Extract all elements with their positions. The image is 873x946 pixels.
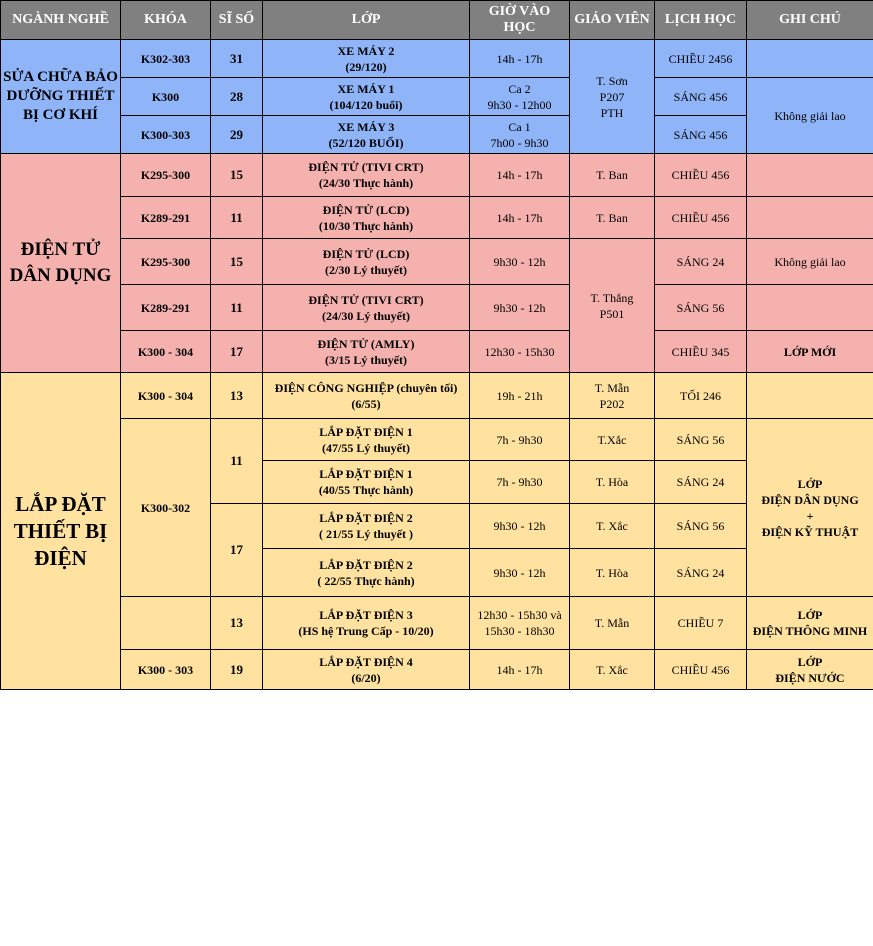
cell-siso: 17 — [211, 504, 263, 597]
cell-lich: SÁNG 56 — [655, 419, 747, 461]
table-row — [1, 197, 873, 239]
cell-khoa: K300-302 — [121, 419, 211, 597]
cell-khoa: K300 - 303 — [121, 650, 211, 690]
cell-gio: 14h - 17h — [470, 650, 570, 690]
group-co-khi: SỬA CHỮA BẢO DƯỠNG THIẾT BỊ CƠ KHÍ — [1, 40, 121, 154]
cell-siso: 13 — [211, 597, 263, 650]
table-row — [1, 419, 873, 461]
table-row — [1, 78, 873, 116]
cell-lop: ĐIỆN TỬ (TIVI CRT) (24/30 Lý thuyết) — [263, 285, 470, 331]
cell-lich: SÁNG 24 — [655, 239, 747, 285]
header-siso: SĨ SỐ — [211, 1, 263, 40]
cell-ghichu: Không giải lao — [747, 78, 873, 154]
table-row — [1, 331, 873, 373]
cell-khoa: K300 - 304 — [121, 373, 211, 419]
cell-ghichu — [747, 40, 873, 78]
cell-lop: ĐIỆN TỬ (AMLY) (3/15 Lý thuyết) — [263, 331, 470, 373]
cell-ghichu: LỚP MỚI — [747, 331, 873, 373]
cell-lich: CHIỀU 2456 — [655, 40, 747, 78]
cell-lich: SÁNG 24 — [655, 461, 747, 504]
cell-lop: ĐIỆN CÔNG NGHIỆP (chuyên tối) (6/55) — [263, 373, 470, 419]
cell-gio: 9h30 - 12h — [470, 549, 570, 597]
cell-lich: CHIỀU 7 — [655, 597, 747, 650]
cell-gio: 14h - 17h — [470, 197, 570, 239]
header-nganh: NGÀNH NGHỀ — [1, 1, 121, 40]
cell-lop: LẮP ĐẶT ĐIỆN 4 (6/20) — [263, 650, 470, 690]
cell-siso: 29 — [211, 116, 263, 154]
cell-lich: SÁNG 56 — [655, 285, 747, 331]
cell-gio: Ca 2 9h30 - 12h00 — [470, 78, 570, 116]
cell-khoa: K295-300 — [121, 239, 211, 285]
cell-lop: XE MÁY 1 (104/120 buổi) — [263, 78, 470, 116]
cell-siso: 11 — [211, 197, 263, 239]
header-gio: GIỜ VÀO HỌC — [470, 1, 570, 40]
table-row — [1, 239, 873, 285]
cell-gio: 9h30 - 12h — [470, 285, 570, 331]
cell-lich: TỐI 246 — [655, 373, 747, 419]
cell-lich: SÁNG 56 — [655, 504, 747, 549]
cell-siso: 31 — [211, 40, 263, 78]
cell-giaovien: T. Thắng P501 — [570, 239, 655, 373]
cell-gio: 12h30 - 15h30 và 15h30 - 18h30 — [470, 597, 570, 650]
table-row — [1, 40, 873, 78]
cell-giaovien: T. Sơn P207 PTH — [570, 40, 655, 154]
cell-gio: Ca 1 7h00 - 9h30 — [470, 116, 570, 154]
cell-ghichu: LỚP ĐIỆN THÔNG MINH — [747, 597, 873, 650]
cell-lop: XE MÁY 2 (29/120) — [263, 40, 470, 78]
cell-siso: 28 — [211, 78, 263, 116]
cell-ghichu — [747, 285, 873, 331]
cell-khoa: K300 - 304 — [121, 331, 211, 373]
cell-giaovien: T. Hòa — [570, 461, 655, 504]
cell-gio: 7h - 9h30 — [470, 419, 570, 461]
header-lich: LỊCH HỌC — [655, 1, 747, 40]
cell-ghichu — [747, 197, 873, 239]
cell-siso: 17 — [211, 331, 263, 373]
cell-khoa: K302-303 — [121, 40, 211, 78]
cell-giaovien: T. Mẫn P202 — [570, 373, 655, 419]
cell-ghichu — [747, 373, 873, 419]
cell-giaovien: T. Hòa — [570, 549, 655, 597]
cell-ghichu: LỚP ĐIỆN NƯỚC — [747, 650, 873, 690]
cell-lop: LẮP ĐẶT ĐIỆN 1 (47/55 Lý thuyết) — [263, 419, 470, 461]
cell-khoa: K300-303 — [121, 116, 211, 154]
cell-giaovien: T.Xắc — [570, 419, 655, 461]
cell-ghichu: Không giải lao — [747, 239, 873, 285]
cell-ghichu: LỚP ĐIỆN DÂN DỤNG + ĐIỆN KỸ THUẬT — [747, 419, 873, 597]
cell-siso: 15 — [211, 239, 263, 285]
header-giaovien: GIÁO VIÊN — [570, 1, 655, 40]
cell-lop: ĐIỆN TỬ (LCD) (10/30 Thực hành) — [263, 197, 470, 239]
cell-giaovien: T. Xắc — [570, 650, 655, 690]
cell-lop: LẮP ĐẶT ĐIỆN 3 (HS hệ Trung Cấp - 10/20) — [263, 597, 470, 650]
cell-lop: ĐIỆN TỬ (TIVI CRT) (24/30 Thực hành) — [263, 154, 470, 197]
table-row — [1, 285, 873, 331]
cell-gio: 14h - 17h — [470, 154, 570, 197]
cell-siso: 13 — [211, 373, 263, 419]
table-row — [1, 597, 873, 650]
cell-gio: 12h30 - 15h30 — [470, 331, 570, 373]
cell-khoa: K289-291 — [121, 197, 211, 239]
cell-giaovien: T. Ban — [570, 197, 655, 239]
header-ghichu: GHI CHÚ — [747, 1, 873, 40]
cell-khoa: K295-300 — [121, 154, 211, 197]
cell-giaovien: T. Mẫn — [570, 597, 655, 650]
cell-lop: ĐIỆN TỬ (LCD) (2/30 Lý thuyết) — [263, 239, 470, 285]
header-khoa: KHÓA — [121, 1, 211, 40]
table-row — [1, 373, 873, 419]
cell-lich: CHIỀU 456 — [655, 650, 747, 690]
cell-ghichu — [747, 154, 873, 197]
table-row — [1, 650, 873, 690]
cell-siso: 11 — [211, 419, 263, 504]
table-row — [1, 154, 873, 197]
cell-lop: LẮP ĐẶT ĐIỆN 2 ( 21/55 Lý thuyết ) — [263, 504, 470, 549]
cell-siso: 15 — [211, 154, 263, 197]
group-lap-dat: LẮP ĐẶT THIẾT BỊ ĐIỆN — [1, 373, 121, 690]
table-row — [1, 116, 873, 154]
cell-lich: SÁNG 456 — [655, 116, 747, 154]
cell-gio: 19h - 21h — [470, 373, 570, 419]
cell-khoa: K300 — [121, 78, 211, 116]
cell-giaovien: T. Xắc — [570, 504, 655, 549]
cell-lich: SÁNG 24 — [655, 549, 747, 597]
group-dien-tu: ĐIỆN TỬ DÂN DỤNG — [1, 154, 121, 373]
header-lop: LỚP — [263, 1, 470, 40]
cell-gio: 9h30 - 12h — [470, 239, 570, 285]
cell-siso: 19 — [211, 650, 263, 690]
cell-siso: 11 — [211, 285, 263, 331]
header-row — [1, 1, 873, 40]
cell-lop: LẮP ĐẶT ĐIỆN 2 ( 22/55 Thực hành) — [263, 549, 470, 597]
cell-lich: CHIỀU 456 — [655, 154, 747, 197]
cell-lop: XE MÁY 3 (52/120 BUỔI) — [263, 116, 470, 154]
cell-lich: CHIỀU 456 — [655, 197, 747, 239]
cell-gio: 7h - 9h30 — [470, 461, 570, 504]
cell-khoa: K289-291 — [121, 285, 211, 331]
cell-lich: SÁNG 456 — [655, 78, 747, 116]
cell-lop: LẮP ĐẶT ĐIỆN 1 (40/55 Thực hành) — [263, 461, 470, 504]
cell-lich: CHIỀU 345 — [655, 331, 747, 373]
cell-gio: 9h30 - 12h — [470, 504, 570, 549]
cell-khoa — [121, 597, 211, 650]
cell-gio: 14h - 17h — [470, 40, 570, 78]
cell-giaovien: T. Ban — [570, 154, 655, 197]
